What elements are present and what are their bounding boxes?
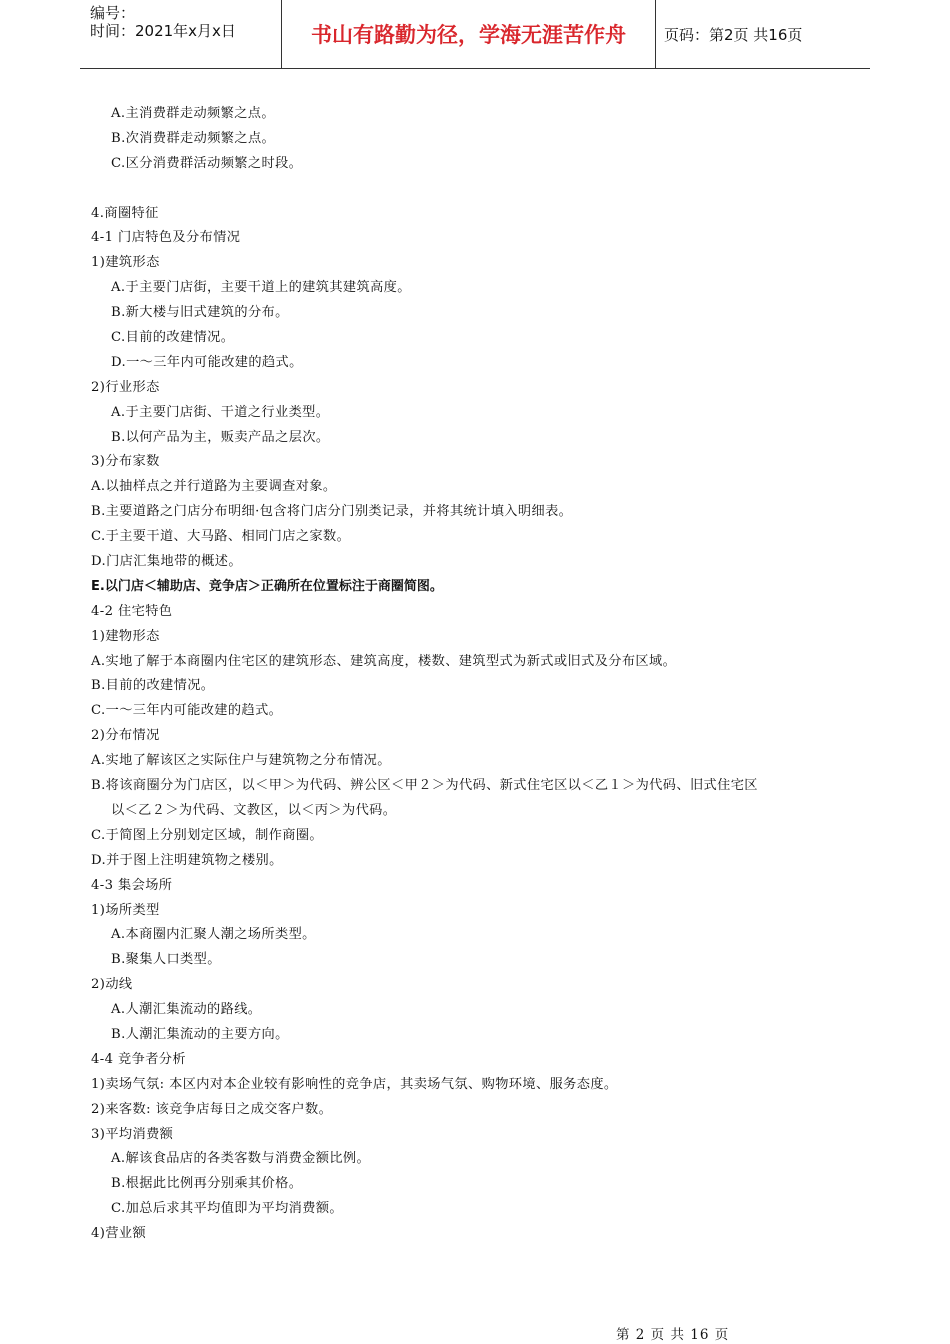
text-line: C.一～三年内可能改建的趋式。 xyxy=(91,703,283,719)
text-line: A.实地了解该区之实际住户与建筑物之分布情况。 xyxy=(91,753,391,769)
text-line: C.区分消费群活动频繁之时段。 xyxy=(111,155,303,171)
text-line: D.一～三年内可能改建的趋式。 xyxy=(111,354,303,370)
text-line: D.门店汇集地带的概述。 xyxy=(91,554,242,570)
text-line: B.目前的改建情况。 xyxy=(91,678,215,694)
text-line: 1)卖场气氛: 本区内对本企业较有影响性的竞争店，其卖场气氛、购物环境、服务态度。 xyxy=(91,1076,618,1092)
text-line: E.以门店＜辅助店、竞争店＞正确所在位置标注于商圈简图。 xyxy=(91,578,443,594)
text-line: 3)分布家数 xyxy=(91,454,160,470)
motto-text: 书山有路勤为径，学海无涯苦作舟 xyxy=(311,23,626,47)
header-motto xyxy=(281,0,656,68)
text-line: A.解该食品店的各类客数与消费金额比例。 xyxy=(111,1151,371,1167)
text-line: A.于主要门店街、干道之行业类型。 xyxy=(111,404,330,420)
text-line: B.聚集人口类型。 xyxy=(111,952,221,968)
text-line: C.加总后求其平均值即为平均消费额。 xyxy=(111,1201,344,1217)
number-label: 编号： xyxy=(90,4,136,22)
text-line: C.于主要干道、大马路、相同门店之家数。 xyxy=(91,529,351,545)
blank-line xyxy=(91,177,871,202)
text-line: 4-4 竞争者分析 xyxy=(91,1051,186,1067)
text-line: 1)场所类型 xyxy=(91,902,160,918)
text-line: 4-3 集会场所 xyxy=(91,877,173,893)
page-header xyxy=(80,0,870,69)
text-line: A.主消费群走动频繁之点。 xyxy=(111,106,275,121)
text-line: 4)营业额 xyxy=(91,1226,147,1242)
text-line: 2)动线 xyxy=(91,977,133,993)
footer-page-number: 第 2 页 共 16 页 xyxy=(616,1327,730,1343)
text-line: 3)平均消费额 xyxy=(91,1126,174,1142)
text-line: 1)建筑形态 xyxy=(91,255,160,271)
text-line: 1)建物形态 xyxy=(91,628,160,644)
date-label: 时间：2021年x月x日 xyxy=(90,22,236,40)
text-line: B.主要道路之门店分布明细·包含将门店分门别类记录，并将其统计填入明细表。 xyxy=(91,504,573,520)
text-line: B.新大楼与旧式建筑的分布。 xyxy=(111,305,289,321)
text-line: A.实地了解于本商圈内住宅区的建筑形态、建筑高度，楼数、建筑型式为新式或旧式及分布区域。 xyxy=(91,653,677,669)
text-line: 4.商圈特征 xyxy=(91,205,159,221)
text-line: A.本商圈内汇聚人潮之场所类型。 xyxy=(111,927,316,943)
text-line: B.以何产品为主，贩卖产品之层次。 xyxy=(111,429,330,445)
text-line: B.根据此比例再分别乘其价格。 xyxy=(111,1176,303,1192)
text-line: A.于主要门店街，主要干道上的建筑其建筑高度。 xyxy=(111,280,411,296)
header-page-info: 页码：第2页 共16页 xyxy=(664,25,803,44)
text-line: C.目前的改建情况。 xyxy=(111,330,235,346)
text-line: C.于简图上分别划定区域，制作商圈。 xyxy=(91,827,324,843)
text-line: A.人潮汇集流动的路线。 xyxy=(111,1002,262,1018)
text-line: 4-1 门店特色及分布情况 xyxy=(91,230,241,246)
text-line: B.人潮汇集流动的主要方向。 xyxy=(111,1026,289,1042)
document-body xyxy=(91,102,871,1247)
text-line: 2)来客数: 该竞争店每日之成交客户数。 xyxy=(91,1101,333,1117)
text-line: B.将该商圈分为门店区，以＜甲＞为代码、辨公区＜甲２＞为代码、新式住宅区以＜乙１＞为代码、旧式住宅区 xyxy=(91,778,758,794)
text-line: D.并于图上注明建筑物之楼别。 xyxy=(91,852,283,868)
text-line: A.以抽样点之并行道路为主要调查对象。 xyxy=(91,479,337,495)
text-line: 2)行业形态 xyxy=(91,379,160,395)
text-line: 4-2 住宅特色 xyxy=(91,603,173,619)
text-line: 2)分布情况 xyxy=(91,728,160,744)
header-meta xyxy=(90,0,280,68)
text-line: B.次消费群走动频繁之点。 xyxy=(111,130,276,146)
text-line: 以＜乙２＞为代码、文教区，以＜丙＞为代码。 xyxy=(111,802,397,818)
